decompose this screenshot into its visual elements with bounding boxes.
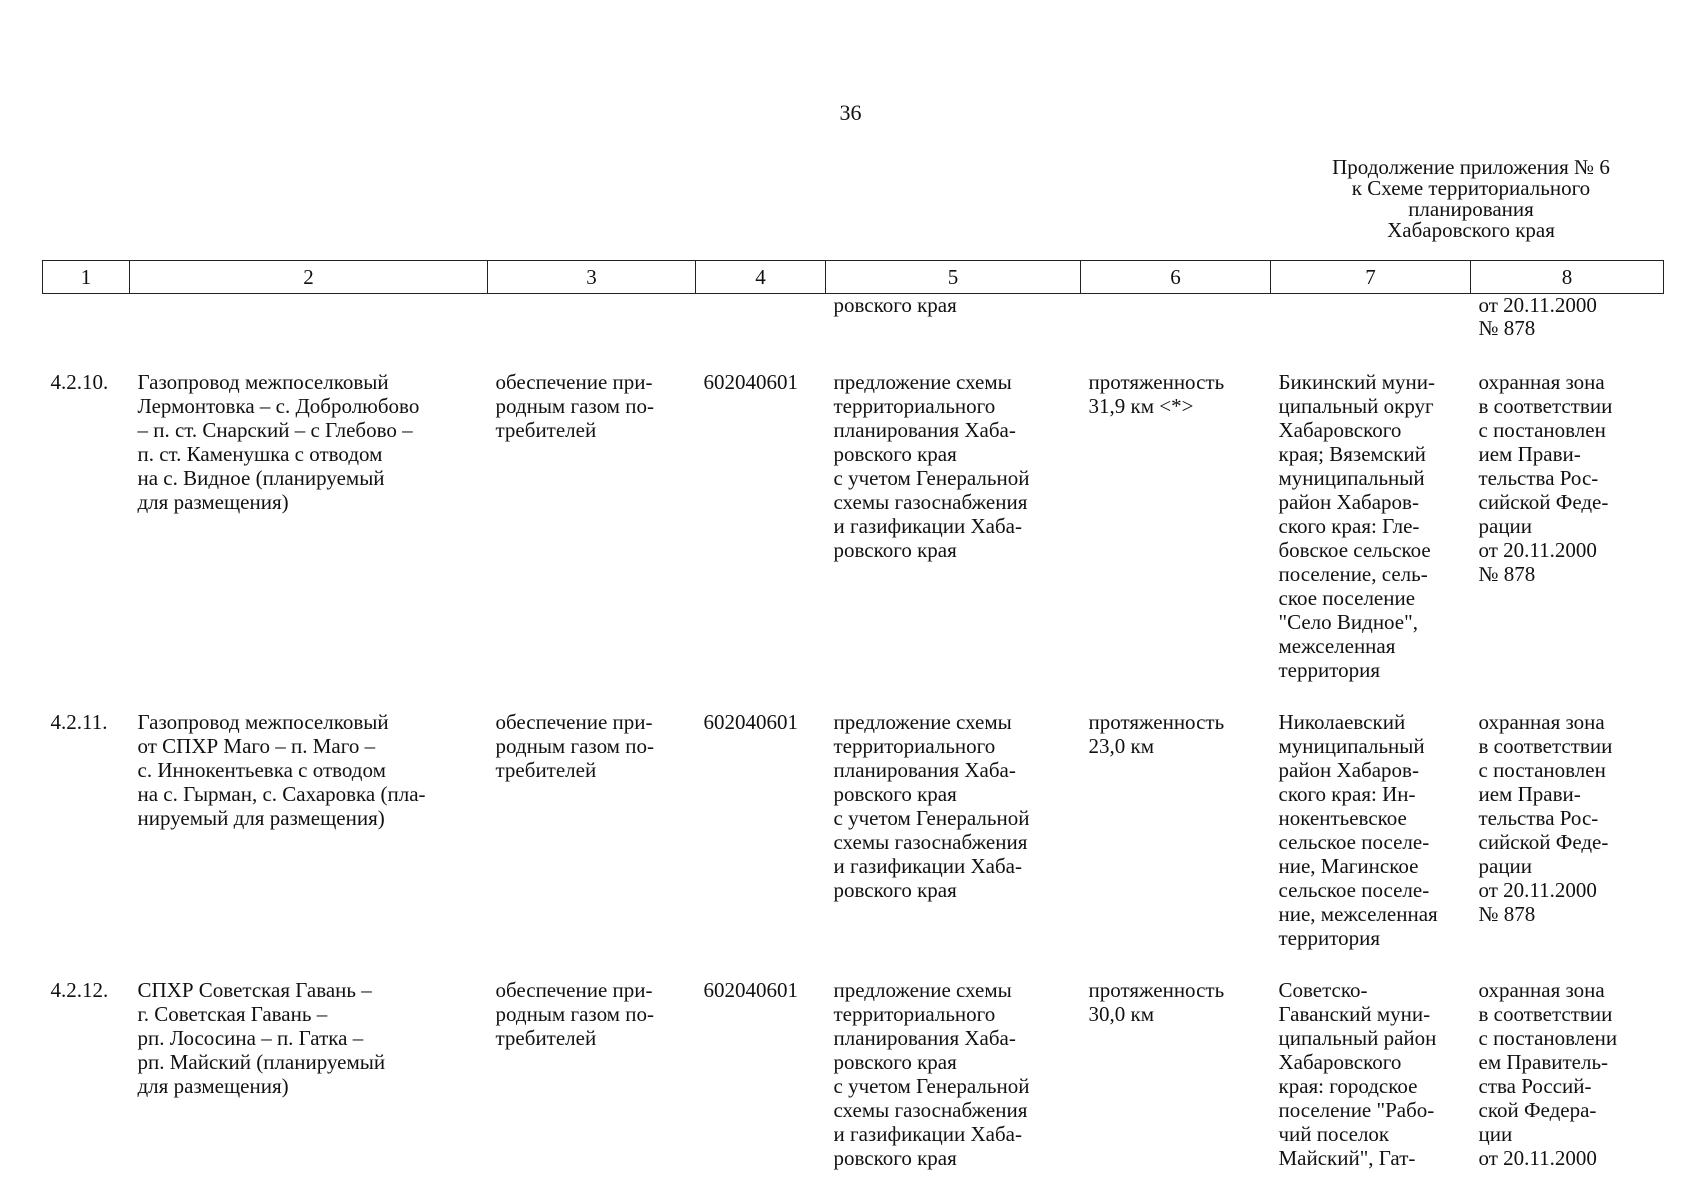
cell-line: ское поселение (1278, 586, 1416, 610)
cell-line: территориального (833, 734, 996, 758)
column-header-2: 2 (130, 261, 488, 294)
appendix-line: планирования (1408, 197, 1534, 221)
zone-description (1471, 682, 1664, 950)
cell-line: предложение схемы (833, 978, 1012, 1002)
cell-line: "Село Видное", (1278, 610, 1418, 634)
planning-basis (826, 950, 1081, 1170)
cell-line: ние, Магинское (1278, 854, 1419, 878)
cell-line: для размещения) (137, 1074, 289, 1098)
column-header-7: 7 (1271, 261, 1471, 294)
cell-line: ровского края (833, 1050, 957, 1074)
cell-line: предложение схемы (833, 370, 1012, 394)
cell-line: сийской Феде- (1478, 830, 1609, 854)
cell-line: поселение, сель- (1278, 562, 1428, 586)
object-location (1271, 340, 1471, 682)
cell-line: территория (1278, 658, 1381, 682)
cell-line: район Хабаров- (1278, 758, 1419, 782)
cell-line: с постановлен (1478, 758, 1606, 782)
column-header-1: 1 (43, 261, 130, 294)
cell-line: в соответствии (1478, 1002, 1613, 1026)
cell-line: территориального (833, 1002, 996, 1026)
appendix-line: к Схеме территориального (1351, 176, 1591, 200)
cell-line: рп. Майский (планируемый (137, 1050, 386, 1074)
cell-line: № 878 (1478, 316, 1536, 340)
object-code (696, 340, 826, 682)
column-header-6: 6 (1081, 261, 1271, 294)
object-name (130, 682, 488, 950)
cell-line: родным газом по- (495, 734, 654, 758)
cell-line: протяженность (1088, 978, 1225, 1002)
cell-line: ровского края (833, 878, 957, 902)
continuation-basis (826, 294, 1081, 341)
cell-line: 602040601 (703, 978, 798, 1002)
object-name (130, 950, 488, 1170)
object-name (130, 340, 488, 682)
cell-line: Газопровод межпоселковый (137, 370, 389, 394)
cell-line: 4.2.11. (50, 710, 108, 734)
appendix-line: Продолжение приложения № 6 (1332, 155, 1610, 179)
object-purpose (488, 950, 696, 1170)
cell-line: п. ст. Каменушка с отводом (137, 442, 383, 466)
cell-line: 31,9 км <*> (1088, 394, 1194, 418)
cell-line: тельства Рос- (1478, 466, 1599, 490)
cell-line: схемы газоснабжения (833, 490, 1028, 514)
cell-line: требителей (495, 1026, 597, 1050)
table-row (43, 682, 1664, 950)
column-header-3: 3 (488, 261, 696, 294)
cell-line: с учетом Генеральной (833, 806, 1030, 830)
cell-line: от СПХР Маго – п. Маго – (137, 734, 376, 758)
cell-line: обеспечение при- (495, 978, 653, 1002)
cell-line: планирования Хаба- (833, 418, 1016, 442)
cell-line: 602040601 (703, 710, 798, 734)
object-characteristics (1081, 950, 1271, 1170)
cell-line: протяженность (1088, 370, 1225, 394)
cell-line: № 878 (1478, 562, 1536, 586)
cell-line: 4.2.12. (50, 978, 109, 1002)
object-purpose (488, 340, 696, 682)
planning-basis (826, 340, 1081, 682)
cell-line: ции (1478, 1122, 1513, 1146)
cell-line: рации (1478, 514, 1533, 538)
cell-line: рп. Лососина – п. Гатка – (137, 1026, 364, 1050)
object-purpose (488, 682, 696, 950)
cell-line: Советско- (1278, 978, 1368, 1002)
continuation-row (43, 294, 1664, 341)
cell-line: ние, межселенная (1278, 902, 1438, 926)
continuation-zone (1471, 294, 1664, 341)
cell-line: от 20.11.2000 (1478, 293, 1597, 317)
object-location (1271, 950, 1471, 1170)
cell-line: Николаевский (1278, 710, 1406, 734)
table-row (43, 340, 1664, 682)
column-header-8: 8 (1471, 261, 1664, 294)
cell-line: район Хабаров- (1278, 490, 1419, 514)
cell-line: для размещения) (137, 490, 289, 514)
object-characteristics (1081, 340, 1271, 682)
cell-line: ием Прави- (1478, 782, 1581, 806)
cell-line: межселенная (1278, 634, 1396, 658)
cell-line: ской Федера- (1478, 1098, 1597, 1122)
cell-line: ровского края (833, 293, 957, 317)
planning-basis (826, 682, 1081, 950)
cell-line: СПХР Советская Гавань – (137, 978, 372, 1002)
cell-line: требителей (495, 418, 597, 442)
cell-line: Газопровод межпоселковый (137, 710, 389, 734)
cell-line: № 878 (1478, 902, 1536, 926)
cell-line: в соответствии (1478, 734, 1613, 758)
cell-line: ием Прави- (1478, 442, 1581, 466)
cell-line: охранная зона (1478, 370, 1605, 394)
cell-line: планирования Хаба- (833, 1026, 1016, 1050)
cell-line: на с. Видное (планируемый (137, 466, 385, 490)
column-header-4: 4 (696, 261, 826, 294)
cell-line: и газификации Хаба- (833, 1122, 1022, 1146)
cell-line: ства Россий- (1478, 1074, 1592, 1098)
cell-line: Хабаровского (1278, 1050, 1402, 1074)
object-code (696, 950, 826, 1170)
cell-line: ровского края (833, 1146, 957, 1170)
cell-line: на с. Гырман, с. Сахаровка (пла- (137, 782, 426, 806)
cell-line: Хабаровского (1278, 418, 1402, 442)
cell-line: ского края: Гле- (1278, 514, 1420, 538)
cell-line: от 20.11.2000 (1478, 538, 1597, 562)
cell-line: нокентьевское (1278, 806, 1407, 830)
cell-line: 30,0 км (1088, 1002, 1154, 1026)
row-number (43, 340, 130, 682)
cell-line: родным газом по- (495, 394, 654, 418)
cell-line: с постановлени (1478, 1026, 1618, 1050)
cell-line: и газификации Хаба- (833, 514, 1022, 538)
cell-line: ципальный округ (1278, 394, 1434, 418)
object-code (696, 682, 826, 950)
cell-line: в соответствии (1478, 394, 1613, 418)
cell-line: ем Правитель- (1478, 1050, 1609, 1074)
cell-line: ципальный район (1278, 1026, 1437, 1050)
cell-line: Бикинский муни- (1278, 370, 1435, 394)
cell-line: с постановлен (1478, 418, 1606, 442)
appendix-header (1281, 157, 1661, 241)
page-number: 36 (839, 100, 862, 125)
cell-line: Майский", Гат- (1278, 1146, 1416, 1170)
zone-description (1471, 340, 1664, 682)
cell-line: от 20.11.2000 (1478, 1146, 1597, 1170)
cell-line: ровского края (833, 442, 957, 466)
cell-line: тельства Рос- (1478, 806, 1599, 830)
cell-line: территория (1278, 926, 1381, 950)
cell-line: сельское поселе- (1278, 878, 1430, 902)
cell-line: бовское сельское (1278, 538, 1431, 562)
cell-line: чий поселок (1278, 1122, 1390, 1146)
cell-line: схемы газоснабжения (833, 830, 1028, 854)
cell-line: поселение "Рабо- (1278, 1098, 1435, 1122)
cell-line: с. Иннокентьевка с отводом (137, 758, 386, 782)
cell-line: с учетом Генеральной (833, 1074, 1030, 1098)
cell-line: планирования Хаба- (833, 758, 1016, 782)
cell-line: – п. ст. Снарский – с Глебово – (137, 418, 413, 442)
cell-line: ского края: Ин- (1278, 782, 1416, 806)
cell-line: рации (1478, 854, 1533, 878)
cell-line: охранная зона (1478, 978, 1605, 1002)
cell-line: Лермонтовка – с. Добролюбово (137, 394, 420, 418)
infrastructure-table (42, 260, 1664, 1170)
cell-line: от 20.11.2000 (1478, 878, 1597, 902)
cell-line: края: городское (1278, 1074, 1418, 1098)
cell-line: обеспечение при- (495, 710, 653, 734)
table-row (43, 950, 1664, 1170)
object-location (1271, 682, 1471, 950)
cell-line: обеспечение при- (495, 370, 653, 394)
cell-line: Гаванский муни- (1278, 1002, 1431, 1026)
cell-line: территориального (833, 394, 996, 418)
cell-line: муниципальный (1278, 734, 1425, 758)
cell-line: схемы газоснабжения (833, 1098, 1028, 1122)
cell-line: предложение схемы (833, 710, 1012, 734)
cell-line: с учетом Генеральной (833, 466, 1030, 490)
cell-line: родным газом по- (495, 1002, 654, 1026)
cell-line: и газификации Хаба- (833, 854, 1022, 878)
column-header-5: 5 (826, 261, 1081, 294)
zone-description (1471, 950, 1664, 1170)
cell-line: протяженность (1088, 710, 1225, 734)
appendix-line: Хабаровского края (1387, 218, 1555, 242)
cell-line: 602040601 (703, 370, 798, 394)
cell-line: требителей (495, 758, 597, 782)
cell-line: муниципальный (1278, 466, 1425, 490)
cell-line: охранная зона (1478, 710, 1605, 734)
cell-line: сельское поселе- (1278, 830, 1430, 854)
row-number (43, 950, 130, 1170)
column-header-row (43, 261, 1664, 294)
cell-line: ровского края (833, 782, 957, 806)
cell-line: сийской Феде- (1478, 490, 1609, 514)
cell-line: г. Советская Гавань – (137, 1002, 328, 1026)
cell-line: 4.2.10. (50, 370, 109, 394)
cell-line: ровского края (833, 538, 957, 562)
object-characteristics (1081, 682, 1271, 950)
cell-line: 23,0 км (1088, 734, 1154, 758)
row-number (43, 682, 130, 950)
cell-line: нируемый для размещения) (137, 806, 385, 830)
cell-line: края; Вяземский (1278, 442, 1426, 466)
